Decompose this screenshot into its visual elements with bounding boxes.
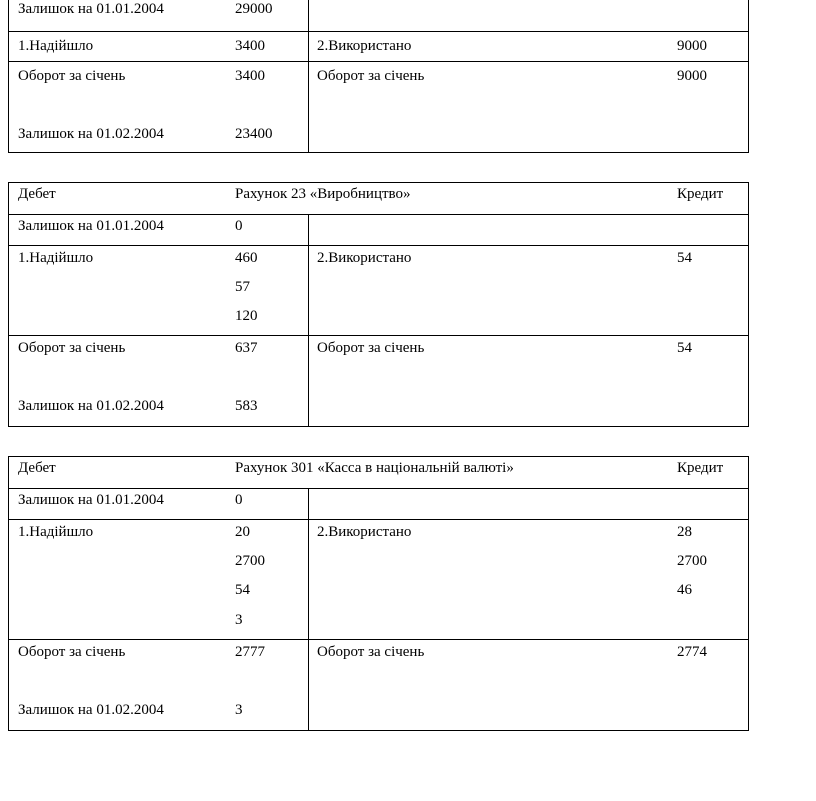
column-divider <box>308 62 309 152</box>
column-divider <box>308 489 309 519</box>
debit-header: Дебет <box>18 186 56 202</box>
column-divider <box>308 640 309 730</box>
account-table <box>8 456 749 731</box>
usage-label: 2.Використано <box>317 524 412 540</box>
account-table <box>8 182 749 427</box>
debit-turnover-value: 637 <box>235 340 258 356</box>
column-divider <box>308 336 309 426</box>
receipts-value: 3400 <box>235 38 265 54</box>
column-divider <box>308 246 309 335</box>
receipts-value: 3 <box>235 612 243 628</box>
opening-balance-value: 0 <box>235 492 243 508</box>
receipts-label: 1.Надійшло <box>18 524 94 540</box>
receipts-value: 460 <box>235 250 258 266</box>
column-divider <box>308 215 309 245</box>
account-title: Рахунок 23 «Виробництво» <box>235 186 411 202</box>
column-divider <box>308 32 309 61</box>
account-header-row <box>9 183 748 215</box>
debit-turnover-label: Оборот за січень <box>18 644 126 660</box>
receipts-value: 120 <box>235 308 258 324</box>
closing-balance-value: 23400 <box>235 126 273 142</box>
usage-value: 28 <box>677 524 692 540</box>
opening-balance-label: Залишок на 01.01.2004 <box>18 218 164 234</box>
account-table <box>8 0 749 153</box>
closing-balance-label: Залишок на 01.02.2004 <box>18 398 164 414</box>
receipts-label: 1.Надійшло <box>18 38 94 54</box>
credit-turnover-label: Оборот за січень <box>317 68 425 84</box>
receipts-value: 20 <box>235 524 250 540</box>
opening-balance-row <box>9 215 748 246</box>
closing-balance-label: Залишок на 01.02.2004 <box>18 702 164 718</box>
receipts-label: 1.Надійшло <box>18 250 94 266</box>
account-title: Рахунок 301 «Касса в національній валюті» <box>235 460 514 476</box>
debit-turnover-label: Оборот за січень <box>18 68 126 84</box>
usage-value: 2700 <box>677 553 707 569</box>
closing-balance-value: 583 <box>235 398 258 414</box>
closing-balance-label: Залишок на 01.02.2004 <box>18 126 164 142</box>
credit-header: Кредит <box>677 460 724 476</box>
closing-balance-value: 3 <box>235 702 243 718</box>
credit-turnover-value: 54 <box>677 340 692 356</box>
opening-balance-row <box>9 489 748 520</box>
turnover-row <box>9 62 748 152</box>
credit-turnover-value: 9000 <box>677 68 707 84</box>
debit-turnover-label: Оборот за січень <box>18 340 126 356</box>
usage-value: 9000 <box>677 38 707 54</box>
receipts-value: 2700 <box>235 553 265 569</box>
opening-balance-label: Залишок на 01.01.2004 <box>18 492 164 508</box>
account-header-row <box>9 457 748 489</box>
debit-header: Дебет <box>18 460 56 476</box>
credit-turnover-label: Оборот за січень <box>317 644 425 660</box>
movement-row <box>9 246 748 336</box>
receipts-value: 54 <box>235 582 250 598</box>
turnover-row <box>9 336 748 426</box>
credit-header: Кредит <box>677 186 724 202</box>
opening-balance-value: 29000 <box>235 1 273 17</box>
receipts-value: 57 <box>235 279 250 295</box>
usage-value: 46 <box>677 582 692 598</box>
credit-turnover-value: 2774 <box>677 644 707 660</box>
debit-turnover-value: 2777 <box>235 644 265 660</box>
turnover-row <box>9 640 748 730</box>
usage-value: 54 <box>677 250 692 266</box>
column-divider <box>308 0 309 31</box>
opening-balance-row <box>9 0 748 32</box>
movement-row <box>9 32 748 62</box>
opening-balance-value: 0 <box>235 218 243 234</box>
movement-row <box>9 520 748 640</box>
debit-turnover-value: 3400 <box>235 68 265 84</box>
credit-turnover-label: Оборот за січень <box>317 340 425 356</box>
usage-label: 2.Використано <box>317 38 412 54</box>
opening-balance-label: Залишок на 01.01.2004 <box>18 1 164 17</box>
usage-label: 2.Використано <box>317 250 412 266</box>
column-divider <box>308 520 309 639</box>
